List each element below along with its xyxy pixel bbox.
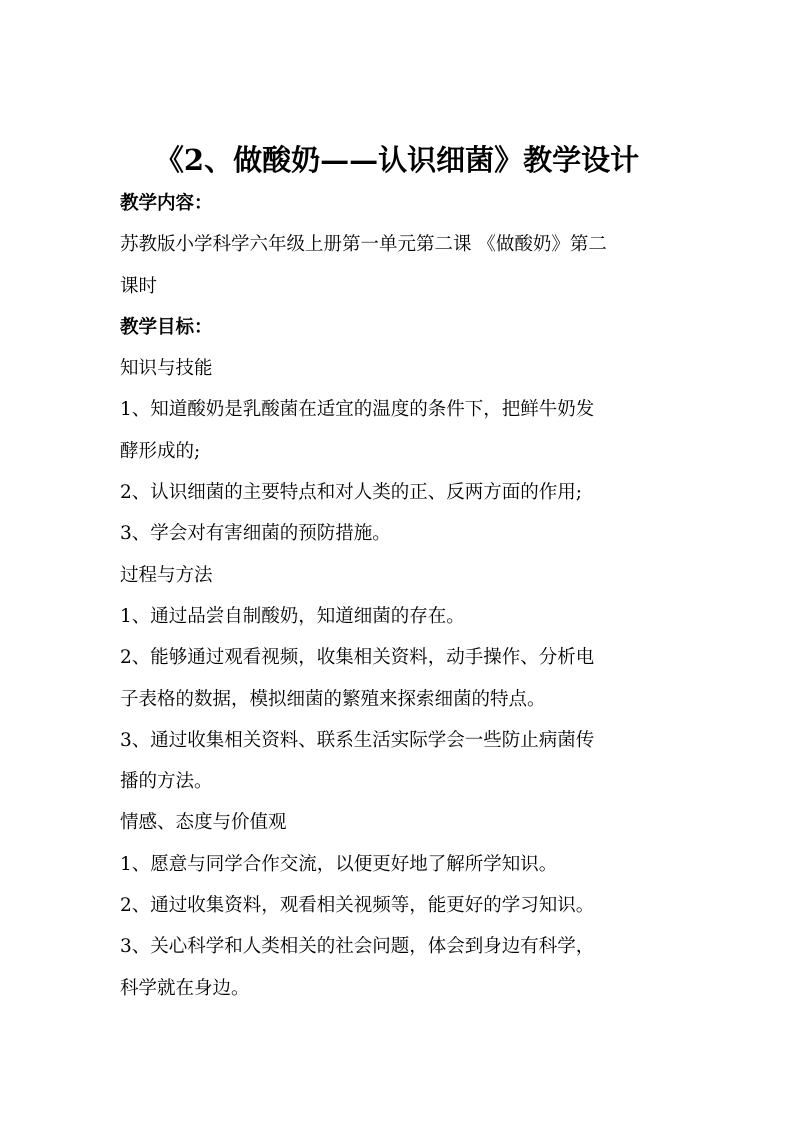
- subheading-knowledge-skills: 知识与技能: [120, 358, 213, 380]
- subheading-attitude-values: 情感、态度与价值观: [120, 812, 287, 834]
- paragraph-line: 3、通过收集相关资料、联系生活实际学会一些防止病菌传: [120, 729, 595, 751]
- document-body: [120, 183, 680, 1009]
- paragraph-line: 播的方法。: [120, 771, 213, 793]
- paragraph-line: 2、通过收集资料，观看相关视频等，能更好的学习知识。: [120, 895, 595, 917]
- paragraph-line: 1、通过品尝自制酸奶，知道细菌的存在。: [120, 605, 465, 627]
- paragraph-line: 2、认识细菌的主要特点和对人类的正、反两方面的作用;: [120, 482, 583, 504]
- section-heading-content: 教学内容：: [120, 193, 213, 214]
- paragraph-line: 酵形成的;: [120, 440, 201, 462]
- paragraph-line: 科学就在身边。: [120, 977, 250, 999]
- paragraph-line: 2、能够通过观看视频，收集相关资料，动手操作、分析电: [120, 647, 595, 669]
- subheading-process-methods: 过程与方法: [120, 564, 213, 586]
- paragraph-line: 课时: [120, 275, 158, 297]
- paragraph-line: 苏教版小学科学六年级上册第一单元第二课 《做酸奶》第二: [120, 234, 607, 256]
- page-title: 《2、做酸奶——认识细菌》教学设计: [154, 143, 640, 177]
- section-heading-objectives: 教学目标：: [120, 316, 213, 338]
- paragraph-line: 3、学会对有害细菌的预防措施。: [120, 523, 391, 545]
- paragraph-line: 1、知道酸奶是乳酸菌在适宜的温度的条件下，把鲜牛奶发: [120, 399, 595, 421]
- paragraph-line: 3、关心科学和人类相关的社会问题，体会到身边有科学，: [120, 936, 595, 958]
- paragraph-line: 子表格的数据，模拟细菌的繁殖来探索细菌的特点。: [120, 688, 546, 710]
- paragraph-line: 1、愿意与同学合作交流，以便更好地了解所学知识。: [120, 853, 558, 875]
